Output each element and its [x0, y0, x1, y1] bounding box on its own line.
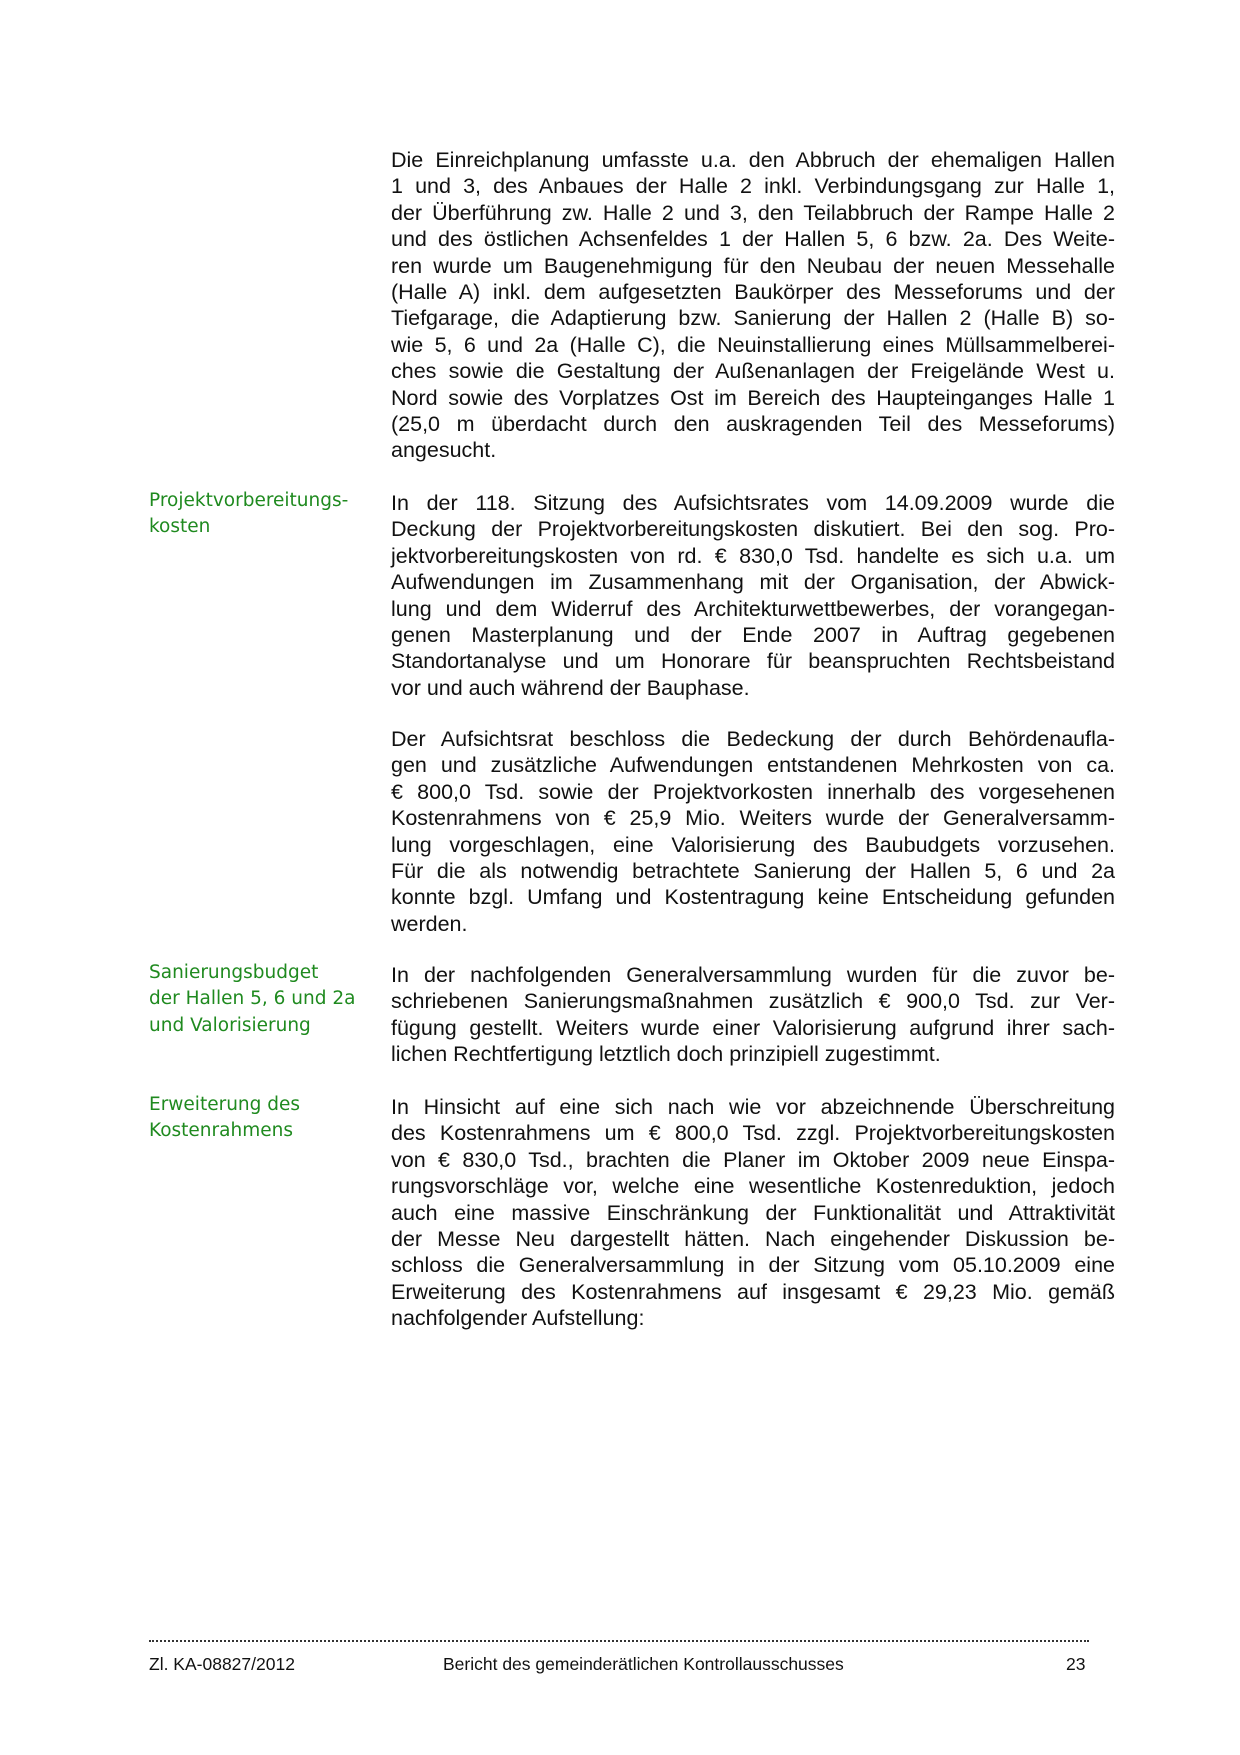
margin-label-line: Projektvorbereitungs- [149, 490, 349, 511]
margin-label-line: und Valorisierung [149, 1014, 311, 1036]
text-line: Die Einreichplanung umfasste u.a. den Abbruch der ehemaligen Hallen [391, 148, 1115, 172]
footer-title: Bericht des gemeinderätlichen Kontrollausschusses [443, 1654, 844, 1674]
text-line: werden. [391, 911, 468, 936]
text-line: 1 und 3, des Anbaues der Halle 2 inkl. Verbindungsgang zur Halle 1, [391, 174, 1115, 199]
paragraph-sanierungsbudget [391, 962, 1115, 1068]
text-line: ches sowie die Gestaltung der Außenanlagen der Freigelände West u. [391, 359, 1115, 384]
text-line: lichen Rechtfertigung letztlich doch prinzipiell zugestimmt. [391, 1042, 941, 1067]
text-line: des Kostenrahmens um € 800,0 Tsd. zzgl. Projektvorbereitungskosten [391, 1121, 1115, 1146]
text-line: Für die als notwendig betrachtete Sanierung der Hallen 5, 6 und 2a [391, 858, 1115, 883]
text-line: Tiefgarage, die Adaptierung bzw. Sanierung der Hallen 2 (Halle B) so- [391, 306, 1115, 331]
margin-label-line: der Hallen 5, 6 und 2a [149, 988, 356, 1010]
paragraph-projektvorbereitungskosten [391, 490, 1115, 701]
text-line: lung vorgeschlagen, eine Valorisierung des Baubudgets vorzusehen. [391, 832, 1115, 857]
text-line: In der 118. Sitzung des Aufsichtsrates vom 14.09.2009 wurde die [391, 491, 1115, 515]
text-line: schriebenen Sanierungsmaßnahmen zusätzlich € 900,0 Tsd. zur Ver- [391, 989, 1115, 1014]
margin-label-sanierungsbudget [149, 960, 379, 1039]
margin-label-erweiterung [149, 1092, 379, 1145]
paragraph-erweiterung-kostenrahmen [391, 1094, 1115, 1332]
text-line: Aufwendungen im Zusammenhang mit der Organisation, der Abwick- [391, 570, 1115, 595]
text-line: jektvorbereitungskosten von rd. € 830,0 Tsd. handelte es sich u.a. um [391, 543, 1115, 568]
text-line: auch eine massive Einschränkung der Funktionalität und Attraktivität [391, 1200, 1115, 1225]
text-line: In der nachfolgenden Generalversammlung wurden für die zuvor be- [391, 963, 1115, 987]
text-line: nachfolgender Aufstellung: [391, 1306, 645, 1331]
text-line: Kostenrahmens von € 25,9 Mio. Weiters wurde der Generalversamm- [391, 806, 1115, 831]
margin-label-line: Sanierungsbudget [149, 962, 319, 983]
text-line: konnte bzgl. Umfang und Kostentragung keine Entscheidung gefunden [391, 885, 1115, 910]
paragraph-einreichplanung [391, 147, 1115, 464]
text-line: von € 830,0 Tsd., brachten die Planer im Oktober 2009 neue Einspa- [391, 1147, 1115, 1172]
margin-label-line: kosten [149, 516, 211, 538]
text-line: € 800,0 Tsd. sowie der Projektvorkosten innerhalb des vorgesehenen [391, 779, 1115, 804]
text-line: wie 5, 6 und 2a (Halle C), die Neuinstallierung eines Müllsammelberei- [391, 332, 1115, 357]
text-line: (Halle A) inkl. dem aufgesetzten Baukörper des Messeforums und der [391, 279, 1115, 304]
margin-label-projektvorbereitungskosten [149, 488, 379, 541]
text-line: der Messe Neu dargestellt hätten. Nach eingehender Diskussion be- [391, 1226, 1115, 1251]
text-line: fügung gestellt. Weiters wurde einer Valorisierung aufgrund ihrer sach- [391, 1015, 1115, 1040]
text-line: gen und zusätzliche Aufwendungen entstandenen Mehrkosten von ca. [391, 753, 1115, 778]
footer-page-number: 23 [1066, 1654, 1086, 1674]
text-line: vor und auch während der Bauphase. [391, 675, 750, 700]
text-line: angesucht. [391, 438, 497, 463]
text-line: Erweiterung des Kostenrahmens auf insgesamt € 29,23 Mio. gemäß [391, 1279, 1115, 1304]
margin-label-line: Erweiterung des [149, 1094, 301, 1115]
text-line: und des östlichen Achsenfeldes 1 der Hallen 5, 6 bzw. 2a. Des Weite- [391, 227, 1115, 252]
text-line: lung und dem Widerruf des Architekturwettbewerbes, der vorangegan- [391, 596, 1115, 621]
text-line: In Hinsicht auf eine sich nach wie vor abzeichnende Überschreitung [391, 1095, 1115, 1119]
text-line: Nord sowie des Vorplatzes Ost im Bereich des Haupteinganges Halle 1 [391, 385, 1115, 410]
text-line: rungsvorschläge vor, welche eine wesentliche Kostenreduktion, jedoch [391, 1174, 1115, 1199]
text-line: Der Aufsichtsrat beschloss die Bedeckung der durch Behördenaufla- [391, 727, 1115, 751]
text-line: schloss die Generalversammlung in der Sitzung vom 05.10.2009 eine [391, 1253, 1115, 1278]
text-line: der Überführung zw. Halle 2 und 3, den Teilabbruch der Rampe Halle 2 [391, 200, 1115, 225]
text-line: genen Masterplanung und der Ende 2007 in Auftrag gegebenen [391, 622, 1115, 647]
paragraph-aufsichtsrat-beschluss [391, 726, 1115, 937]
text-line: Deckung der Projektvorbereitungskosten diskutiert. Bei den sog. Pro- [391, 517, 1115, 542]
footer-divider [149, 1636, 1089, 1642]
text-line: Standortanalyse und um Honorare für beanspruchten Rechtsbeistand [391, 649, 1115, 674]
text-line: ren wurde um Baugenehmigung für den Neubau der neuen Messehalle [391, 253, 1115, 278]
margin-label-line: Kostenrahmens [149, 1120, 293, 1142]
text-line: (25,0 m überdacht durch den auskragenden Teil des Messeforums) [391, 411, 1115, 436]
footer-reference: Zl. KA-08827/2012 [149, 1654, 295, 1674]
